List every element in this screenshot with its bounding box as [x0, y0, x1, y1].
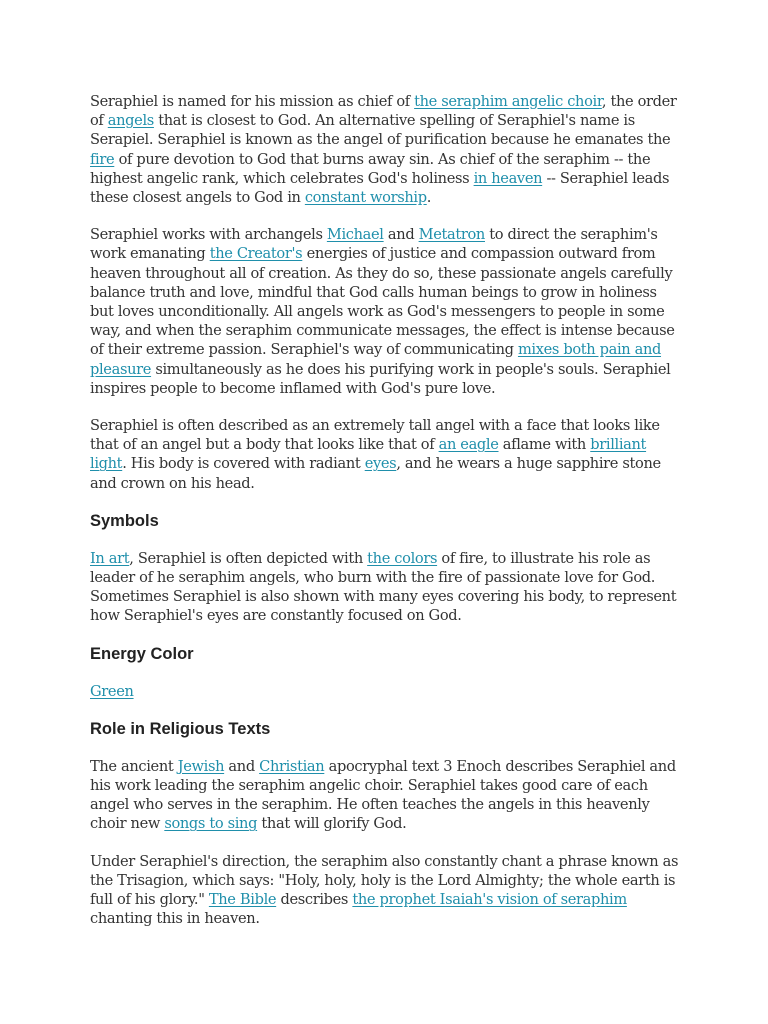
link-the-prophet-isaiah-s-vision-of-seraphim[interactable]: the prophet Isaiah's vision of seraphim: [352, 891, 627, 909]
link-christian[interactable]: Christian: [259, 757, 325, 775]
paragraph-appearance: [90, 416, 682, 493]
text-run: . His body is covered with radiant: [122, 455, 365, 473]
text-run: Under Seraphiel's direction, the seraphim also constantly chant a phrase known as the Trisagion, which says: "Holy, holy, holy is the Lord Almighty; the whole earth is full of his glory.": [90, 852, 679, 909]
link-angels[interactable]: angels: [107, 112, 154, 130]
link-in-heaven[interactable]: in heaven: [473, 169, 543, 187]
text-run: Seraphiel works with archangels: [90, 226, 327, 244]
text-run: , Seraphiel is often depicted with: [129, 549, 368, 567]
text-run: of fire, to illustrate his role as leader of he seraphim angels, who burn with the fire of passionate love for God. Sometimes Seraphiel is also shown with many eyes covering his body, to represent how Seraphiel's eyes are constantly focused on God.: [90, 549, 677, 625]
link-the-creator-s[interactable]: the Creator's: [209, 245, 303, 263]
text-run: to direct the seraphim's work emanating: [90, 226, 658, 263]
text-run: that will glorify God.: [257, 815, 407, 833]
link-the-seraphim-angelic-choir[interactable]: the seraphim angelic choir: [414, 93, 602, 110]
link-fire[interactable]: fire: [90, 150, 115, 168]
heading-energy-color: Energy Color: [90, 644, 194, 663]
text-run: .: [426, 189, 432, 207]
link-in-art[interactable]: In art: [90, 549, 130, 567]
text-run: chanting this in heaven.: [90, 910, 260, 928]
link-eyes[interactable]: eyes: [364, 455, 397, 473]
paragraph-enoch: [90, 757, 682, 834]
text-run: energies of justice and compassion outward from heaven throughout all of creation. As they do so, these passionate angels carefully balance truth and love, mindful that God calls human beings to grow in holiness but loves unconditionally. All angels work as God's messengers to people in some way, and when the seraphim communicate messages, the effect is intense because of their extreme passion. Seraphiel's way of communicating: [90, 245, 675, 359]
text-run: and: [224, 757, 260, 775]
link-constant-worship[interactable]: constant worship: [304, 189, 427, 207]
paragraph-archangels: [90, 225, 682, 398]
paragraph-trisagion: [90, 852, 682, 929]
link-michael[interactable]: Michael: [326, 226, 384, 244]
text-run: that is closest to God. An alternative spelling of Seraphiel's name is Serapiel. Seraphiel is known as the angel of purification because he emanates the: [90, 112, 671, 149]
text-run: of pure devotion to God that burns away sin. As chief of the seraphim -- the highest angelic rank, which celebrates God's holiness: [90, 150, 651, 187]
text-run: and: [383, 226, 419, 244]
text-run: Seraphiel is named for his mission as chief of: [90, 93, 415, 110]
link-the-colors[interactable]: the colors: [367, 549, 438, 567]
link-green[interactable]: Green: [90, 682, 134, 700]
heading-symbols: Symbols: [90, 511, 159, 530]
link-brilliant-light[interactable]: brilliant light: [90, 436, 647, 473]
link-the-bible[interactable]: The Bible: [208, 891, 277, 909]
text-run: describes: [276, 891, 353, 909]
link-songs-to-sing[interactable]: songs to sing: [164, 815, 258, 833]
text-run: , and he wears a huge sapphire stone and crown on his head.: [90, 455, 661, 492]
text-run: simultaneously as he does his purifying work in people's souls. Seraphiel inspires people to become inflamed with God's pure love.: [90, 360, 671, 397]
article-body: [90, 92, 682, 947]
link-mixes-both-pain-and-pleasure[interactable]: mixes both pain and pleasure: [90, 341, 662, 378]
heading-role-religious-texts: Role in Religious Texts: [90, 719, 271, 738]
text-run: The ancient: [90, 757, 178, 775]
link-metatron[interactable]: Metatron: [418, 226, 485, 244]
paragraph-symbols: [90, 549, 682, 626]
link-jewish[interactable]: Jewish: [177, 757, 225, 775]
paragraph-intro: [90, 92, 682, 207]
text-run: -- Seraphiel leads these closest angels to God in: [90, 169, 670, 207]
text-run: aflame with: [498, 436, 591, 454]
paragraph-energy-color: [90, 682, 682, 701]
link-an-eagle[interactable]: an eagle: [438, 436, 499, 454]
text-run: apocryphal text 3 Enoch describes Seraphiel and his work leading the seraphim angelic choir. Seraphiel takes good care of each angel who serves in the seraphim. He often teaches the angels in this heavenly choir new: [90, 757, 676, 833]
text-run: , the order of: [90, 93, 677, 130]
text-run: Seraphiel is often described as an extremely tall angel with a face that looks like that of an angel but a body that looks like that of: [90, 417, 660, 454]
